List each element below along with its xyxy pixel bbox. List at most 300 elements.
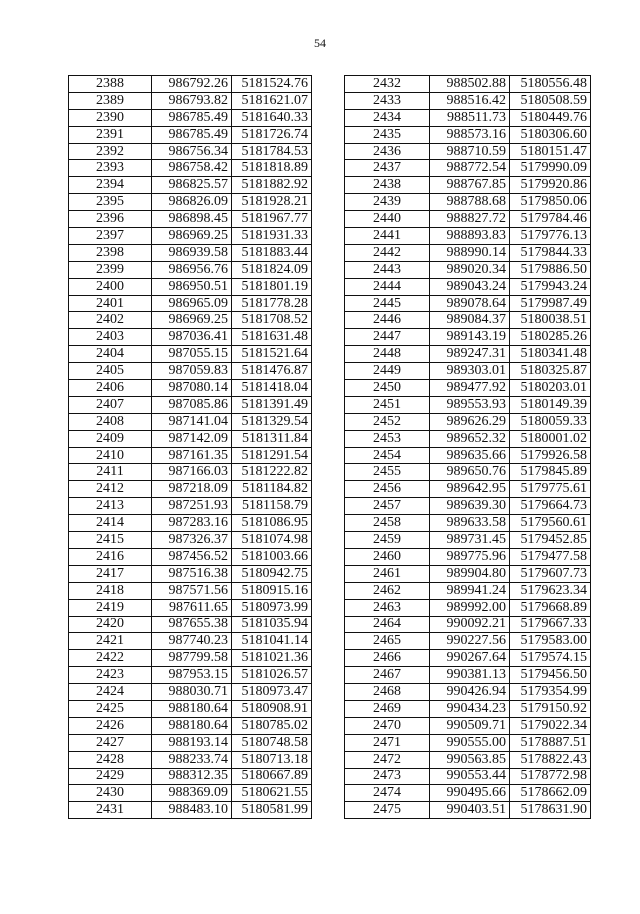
- table-row: [69, 802, 312, 819]
- x-coordinate-cell: 989043.24: [430, 278, 510, 295]
- y-coordinate-cell: 5181086.95: [232, 515, 312, 532]
- table-row: [345, 126, 591, 143]
- x-coordinate-cell: 988483.10: [152, 802, 232, 819]
- x-coordinate-cell: 988767.85: [430, 177, 510, 194]
- y-coordinate-cell: 5181003.66: [232, 548, 312, 565]
- x-coordinate-cell: 986898.45: [152, 211, 232, 228]
- x-coordinate-cell: 987059.83: [152, 363, 232, 380]
- point-number-cell: 2401: [69, 295, 152, 312]
- x-coordinate-cell: 987036.41: [152, 329, 232, 346]
- point-number-cell: 2469: [345, 700, 430, 717]
- y-coordinate-cell: 5178772.98: [510, 768, 591, 785]
- y-coordinate-cell: 5180942.75: [232, 565, 312, 582]
- point-number-cell: 2394: [69, 177, 152, 194]
- y-coordinate-cell: 5180667.89: [232, 768, 312, 785]
- table-row: [345, 768, 591, 785]
- table-row: [345, 447, 591, 464]
- point-number-cell: 2453: [345, 430, 430, 447]
- point-number-cell: 2457: [345, 498, 430, 515]
- x-coordinate-cell: 989642.95: [430, 481, 510, 498]
- point-number-cell: 2406: [69, 380, 152, 397]
- y-coordinate-cell: 5178662.09: [510, 785, 591, 802]
- x-coordinate-cell: 987655.38: [152, 616, 232, 633]
- point-number-cell: 2461: [345, 565, 430, 582]
- x-coordinate-cell: 989992.00: [430, 599, 510, 616]
- point-number-cell: 2446: [345, 312, 430, 329]
- x-coordinate-cell: 986956.76: [152, 261, 232, 278]
- point-number-cell: 2409: [69, 430, 152, 447]
- y-coordinate-cell: 5179452.85: [510, 532, 591, 549]
- y-coordinate-cell: 5180325.87: [510, 363, 591, 380]
- table-row: [69, 312, 312, 329]
- table-row: [69, 177, 312, 194]
- y-coordinate-cell: 5180001.02: [510, 430, 591, 447]
- y-coordinate-cell: 5180785.02: [232, 717, 312, 734]
- table-row: [69, 565, 312, 582]
- x-coordinate-cell: 989084.37: [430, 312, 510, 329]
- table-row: [345, 785, 591, 802]
- x-coordinate-cell: 990381.13: [430, 667, 510, 684]
- y-coordinate-cell: 5181778.28: [232, 295, 312, 312]
- y-coordinate-cell: 5181418.04: [232, 380, 312, 397]
- y-coordinate-cell: 5181631.48: [232, 329, 312, 346]
- y-coordinate-cell: 5180149.39: [510, 396, 591, 413]
- point-number-cell: 2458: [345, 515, 430, 532]
- table-row: [345, 430, 591, 447]
- y-coordinate-cell: 5181640.33: [232, 109, 312, 126]
- y-coordinate-cell: 5180556.48: [510, 76, 591, 93]
- x-coordinate-cell: 987085.86: [152, 396, 232, 413]
- x-coordinate-cell: 989652.32: [430, 430, 510, 447]
- point-number-cell: 2443: [345, 261, 430, 278]
- point-number-cell: 2456: [345, 481, 430, 498]
- point-number-cell: 2426: [69, 717, 152, 734]
- x-coordinate-cell: 986939.58: [152, 244, 232, 261]
- table-row: [345, 700, 591, 717]
- x-coordinate-cell: 989635.66: [430, 447, 510, 464]
- point-number-cell: 2466: [345, 650, 430, 667]
- y-coordinate-cell: 5180621.55: [232, 785, 312, 802]
- coordinates-table-left-body: [69, 76, 312, 819]
- x-coordinate-cell: 989020.34: [430, 261, 510, 278]
- x-coordinate-cell: 989477.92: [430, 380, 510, 397]
- y-coordinate-cell: 5179943.24: [510, 278, 591, 295]
- point-number-cell: 2418: [69, 582, 152, 599]
- table-row: [69, 76, 312, 93]
- x-coordinate-cell: 986785.49: [152, 109, 232, 126]
- y-coordinate-cell: 5179886.50: [510, 261, 591, 278]
- y-coordinate-cell: 5179850.06: [510, 194, 591, 211]
- point-number-cell: 2400: [69, 278, 152, 295]
- y-coordinate-cell: 5179664.73: [510, 498, 591, 515]
- y-coordinate-cell: 5179623.34: [510, 582, 591, 599]
- y-coordinate-cell: 5181041.14: [232, 633, 312, 650]
- x-coordinate-cell: 990426.94: [430, 684, 510, 701]
- x-coordinate-cell: 986792.26: [152, 76, 232, 93]
- x-coordinate-cell: 986785.49: [152, 126, 232, 143]
- table-row: [69, 532, 312, 549]
- table-row: [69, 616, 312, 633]
- y-coordinate-cell: 5181967.77: [232, 211, 312, 228]
- table-row: [345, 177, 591, 194]
- table-row: [345, 515, 591, 532]
- y-coordinate-cell: 5180285.26: [510, 329, 591, 346]
- table-row: [345, 633, 591, 650]
- point-number-cell: 2389: [69, 92, 152, 109]
- point-number-cell: 2422: [69, 650, 152, 667]
- x-coordinate-cell: 990092.21: [430, 616, 510, 633]
- point-number-cell: 2449: [345, 363, 430, 380]
- table-row: [69, 548, 312, 565]
- x-coordinate-cell: 987141.04: [152, 413, 232, 430]
- y-coordinate-cell: 5181035.94: [232, 616, 312, 633]
- point-number-cell: 2473: [345, 768, 430, 785]
- table-row: [69, 768, 312, 785]
- x-coordinate-cell: 987283.16: [152, 515, 232, 532]
- point-number-cell: 2421: [69, 633, 152, 650]
- y-coordinate-cell: 5181026.57: [232, 667, 312, 684]
- y-coordinate-cell: 5181524.76: [232, 76, 312, 93]
- y-coordinate-cell: 5180059.33: [510, 413, 591, 430]
- table-row: [345, 565, 591, 582]
- y-coordinate-cell: 5181818.89: [232, 160, 312, 177]
- table-row: [69, 211, 312, 228]
- x-coordinate-cell: 989626.29: [430, 413, 510, 430]
- y-coordinate-cell: 5179845.89: [510, 464, 591, 481]
- point-number-cell: 2432: [345, 76, 430, 93]
- y-coordinate-cell: 5180581.99: [232, 802, 312, 819]
- y-coordinate-cell: 5181329.54: [232, 413, 312, 430]
- x-coordinate-cell: 986793.82: [152, 92, 232, 109]
- x-coordinate-cell: 987251.93: [152, 498, 232, 515]
- y-coordinate-cell: 5180908.91: [232, 700, 312, 717]
- x-coordinate-cell: 988193.14: [152, 734, 232, 751]
- point-number-cell: 2462: [345, 582, 430, 599]
- table-row: [69, 92, 312, 109]
- y-coordinate-cell: 5179574.15: [510, 650, 591, 667]
- point-number-cell: 2414: [69, 515, 152, 532]
- y-coordinate-cell: 5181222.82: [232, 464, 312, 481]
- point-number-cell: 2393: [69, 160, 152, 177]
- y-coordinate-cell: 5181824.09: [232, 261, 312, 278]
- point-number-cell: 2471: [345, 734, 430, 751]
- table-row: [345, 194, 591, 211]
- y-coordinate-cell: 5179920.86: [510, 177, 591, 194]
- table-row: [345, 295, 591, 312]
- x-coordinate-cell: 990495.66: [430, 785, 510, 802]
- point-number-cell: 2440: [345, 211, 430, 228]
- point-number-cell: 2441: [345, 228, 430, 245]
- table-row: [345, 599, 591, 616]
- table-row: [345, 346, 591, 363]
- point-number-cell: 2410: [69, 447, 152, 464]
- x-coordinate-cell: 987611.65: [152, 599, 232, 616]
- point-number-cell: 2395: [69, 194, 152, 211]
- x-coordinate-cell: 989639.30: [430, 498, 510, 515]
- y-coordinate-cell: 5179987.49: [510, 295, 591, 312]
- y-coordinate-cell: 5179607.73: [510, 565, 591, 582]
- table-row: [69, 481, 312, 498]
- point-number-cell: 2429: [69, 768, 152, 785]
- y-coordinate-cell: 5180508.59: [510, 92, 591, 109]
- point-number-cell: 2474: [345, 785, 430, 802]
- x-coordinate-cell: 989633.58: [430, 515, 510, 532]
- table-row: [69, 346, 312, 363]
- point-number-cell: 2464: [345, 616, 430, 633]
- coordinates-table-right-body: [345, 76, 591, 819]
- point-number-cell: 2447: [345, 329, 430, 346]
- point-number-cell: 2419: [69, 599, 152, 616]
- point-number-cell: 2402: [69, 312, 152, 329]
- point-number-cell: 2405: [69, 363, 152, 380]
- point-number-cell: 2403: [69, 329, 152, 346]
- y-coordinate-cell: 5180748.58: [232, 734, 312, 751]
- x-coordinate-cell: 989303.01: [430, 363, 510, 380]
- point-number-cell: 2399: [69, 261, 152, 278]
- table-row: [69, 244, 312, 261]
- x-coordinate-cell: 989247.31: [430, 346, 510, 363]
- table-row: [345, 329, 591, 346]
- y-coordinate-cell: 5179776.13: [510, 228, 591, 245]
- table-row: [69, 194, 312, 211]
- point-number-cell: 2413: [69, 498, 152, 515]
- table-row: [69, 734, 312, 751]
- table-row: [345, 160, 591, 177]
- y-coordinate-cell: 5180973.47: [232, 684, 312, 701]
- point-number-cell: 2391: [69, 126, 152, 143]
- table-row: [69, 278, 312, 295]
- point-number-cell: 2388: [69, 76, 152, 93]
- x-coordinate-cell: 990403.51: [430, 802, 510, 819]
- table-row: [69, 160, 312, 177]
- table-row: [345, 363, 591, 380]
- table-row: [69, 109, 312, 126]
- y-coordinate-cell: 5181882.92: [232, 177, 312, 194]
- y-coordinate-cell: 5181521.64: [232, 346, 312, 363]
- x-coordinate-cell: 986756.34: [152, 143, 232, 160]
- x-coordinate-cell: 987055.15: [152, 346, 232, 363]
- page-number: 54: [314, 36, 326, 50]
- x-coordinate-cell: 988827.72: [430, 211, 510, 228]
- point-number-cell: 2467: [345, 667, 430, 684]
- point-number-cell: 2448: [345, 346, 430, 363]
- table-row: [345, 734, 591, 751]
- table-row: [69, 684, 312, 701]
- point-number-cell: 2392: [69, 143, 152, 160]
- point-number-cell: 2412: [69, 481, 152, 498]
- point-number-cell: 2460: [345, 548, 430, 565]
- y-coordinate-cell: 5179354.99: [510, 684, 591, 701]
- table-row: [69, 785, 312, 802]
- table-row: [69, 717, 312, 734]
- table-row: [345, 498, 591, 515]
- x-coordinate-cell: 986758.42: [152, 160, 232, 177]
- x-coordinate-cell: 988312.35: [152, 768, 232, 785]
- point-number-cell: 2415: [69, 532, 152, 549]
- y-coordinate-cell: 5179150.92: [510, 700, 591, 717]
- y-coordinate-cell: 5180038.51: [510, 312, 591, 329]
- table-row: [345, 109, 591, 126]
- table-row: [345, 228, 591, 245]
- table-row: [69, 380, 312, 397]
- x-coordinate-cell: 988710.59: [430, 143, 510, 160]
- point-number-cell: 2470: [345, 717, 430, 734]
- point-number-cell: 2416: [69, 548, 152, 565]
- coordinates-table-right: [344, 75, 591, 819]
- point-number-cell: 2452: [345, 413, 430, 430]
- y-coordinate-cell: 5179560.61: [510, 515, 591, 532]
- point-number-cell: 2463: [345, 599, 430, 616]
- point-number-cell: 2411: [69, 464, 152, 481]
- x-coordinate-cell: 987799.58: [152, 650, 232, 667]
- table-row: [345, 616, 591, 633]
- x-coordinate-cell: 988788.68: [430, 194, 510, 211]
- table-row: [345, 413, 591, 430]
- x-coordinate-cell: 988369.09: [152, 785, 232, 802]
- x-coordinate-cell: 987326.37: [152, 532, 232, 549]
- table-row: [345, 751, 591, 768]
- point-number-cell: 2442: [345, 244, 430, 261]
- x-coordinate-cell: 989904.80: [430, 565, 510, 582]
- point-number-cell: 2430: [69, 785, 152, 802]
- y-coordinate-cell: 5179844.33: [510, 244, 591, 261]
- table-row: [69, 413, 312, 430]
- table-row: [345, 380, 591, 397]
- table-row: [69, 751, 312, 768]
- y-coordinate-cell: 5180203.01: [510, 380, 591, 397]
- x-coordinate-cell: 987218.09: [152, 481, 232, 498]
- table-row: [345, 802, 591, 819]
- y-coordinate-cell: 5179583.00: [510, 633, 591, 650]
- x-coordinate-cell: 986826.09: [152, 194, 232, 211]
- x-coordinate-cell: 986825.57: [152, 177, 232, 194]
- y-coordinate-cell: 5181074.98: [232, 532, 312, 549]
- point-number-cell: 2428: [69, 751, 152, 768]
- x-coordinate-cell: 987516.38: [152, 565, 232, 582]
- table-row: [69, 633, 312, 650]
- point-number-cell: 2450: [345, 380, 430, 397]
- table-row: [345, 717, 591, 734]
- point-number-cell: 2472: [345, 751, 430, 768]
- x-coordinate-cell: 986950.51: [152, 278, 232, 295]
- y-coordinate-cell: 5181311.84: [232, 430, 312, 447]
- point-number-cell: 2475: [345, 802, 430, 819]
- table-row: [69, 363, 312, 380]
- x-coordinate-cell: 986969.25: [152, 312, 232, 329]
- y-coordinate-cell: 5181883.44: [232, 244, 312, 261]
- point-number-cell: 2431: [69, 802, 152, 819]
- y-coordinate-cell: 5180973.99: [232, 599, 312, 616]
- table-row: [345, 650, 591, 667]
- point-number-cell: 2404: [69, 346, 152, 363]
- table-row: [345, 261, 591, 278]
- point-number-cell: 2468: [345, 684, 430, 701]
- y-coordinate-cell: 5181021.36: [232, 650, 312, 667]
- table-row: [69, 329, 312, 346]
- y-coordinate-cell: 5181291.54: [232, 447, 312, 464]
- x-coordinate-cell: 988772.54: [430, 160, 510, 177]
- table-row: [345, 76, 591, 93]
- point-number-cell: 2420: [69, 616, 152, 633]
- table-row: [345, 684, 591, 701]
- table-row: [69, 396, 312, 413]
- y-coordinate-cell: 5179667.33: [510, 616, 591, 633]
- x-coordinate-cell: 987953.15: [152, 667, 232, 684]
- point-number-cell: 2439: [345, 194, 430, 211]
- x-coordinate-cell: 990267.64: [430, 650, 510, 667]
- y-coordinate-cell: 5181708.52: [232, 312, 312, 329]
- y-coordinate-cell: 5181476.87: [232, 363, 312, 380]
- point-number-cell: 2436: [345, 143, 430, 160]
- y-coordinate-cell: 5179990.09: [510, 160, 591, 177]
- table-row: [345, 278, 591, 295]
- y-coordinate-cell: 5179775.61: [510, 481, 591, 498]
- x-coordinate-cell: 990555.00: [430, 734, 510, 751]
- table-row: [345, 667, 591, 684]
- y-coordinate-cell: 5181621.07: [232, 92, 312, 109]
- x-coordinate-cell: 988990.14: [430, 244, 510, 261]
- table-row: [69, 430, 312, 447]
- x-coordinate-cell: 987142.09: [152, 430, 232, 447]
- y-coordinate-cell: 5179477.58: [510, 548, 591, 565]
- table-row: [345, 396, 591, 413]
- table-row: [69, 700, 312, 717]
- table-row: [345, 582, 591, 599]
- x-coordinate-cell: 989143.19: [430, 329, 510, 346]
- y-coordinate-cell: 5181158.79: [232, 498, 312, 515]
- point-number-cell: 2444: [345, 278, 430, 295]
- x-coordinate-cell: 988573.16: [430, 126, 510, 143]
- x-coordinate-cell: 987456.52: [152, 548, 232, 565]
- table-row: [69, 228, 312, 245]
- point-number-cell: 2451: [345, 396, 430, 413]
- x-coordinate-cell: 987571.56: [152, 582, 232, 599]
- y-coordinate-cell: 5181928.21: [232, 194, 312, 211]
- x-coordinate-cell: 989775.96: [430, 548, 510, 565]
- table-row: [345, 244, 591, 261]
- x-coordinate-cell: 988893.83: [430, 228, 510, 245]
- y-coordinate-cell: 5181391.49: [232, 396, 312, 413]
- point-number-cell: 2438: [345, 177, 430, 194]
- point-number-cell: 2433: [345, 92, 430, 109]
- x-coordinate-cell: 990509.71: [430, 717, 510, 734]
- point-number-cell: 2434: [345, 109, 430, 126]
- y-coordinate-cell: 5181184.82: [232, 481, 312, 498]
- table-row: [345, 548, 591, 565]
- table-row: [69, 650, 312, 667]
- x-coordinate-cell: 988511.73: [430, 109, 510, 126]
- point-number-cell: 2417: [69, 565, 152, 582]
- y-coordinate-cell: 5178631.90: [510, 802, 591, 819]
- table-row: [69, 498, 312, 515]
- y-coordinate-cell: 5181784.53: [232, 143, 312, 160]
- table-row: [69, 261, 312, 278]
- y-coordinate-cell: 5180151.47: [510, 143, 591, 160]
- x-coordinate-cell: 990434.23: [430, 700, 510, 717]
- table-row: [345, 211, 591, 228]
- table-row: [69, 464, 312, 481]
- x-coordinate-cell: 988502.88: [430, 76, 510, 93]
- x-coordinate-cell: 989553.93: [430, 396, 510, 413]
- point-number-cell: 2454: [345, 447, 430, 464]
- table-row: [69, 582, 312, 599]
- x-coordinate-cell: 988030.71: [152, 684, 232, 701]
- y-coordinate-cell: 5179668.89: [510, 599, 591, 616]
- point-number-cell: 2459: [345, 532, 430, 549]
- table-row: [345, 532, 591, 549]
- point-number-cell: 2465: [345, 633, 430, 650]
- point-number-cell: 2427: [69, 734, 152, 751]
